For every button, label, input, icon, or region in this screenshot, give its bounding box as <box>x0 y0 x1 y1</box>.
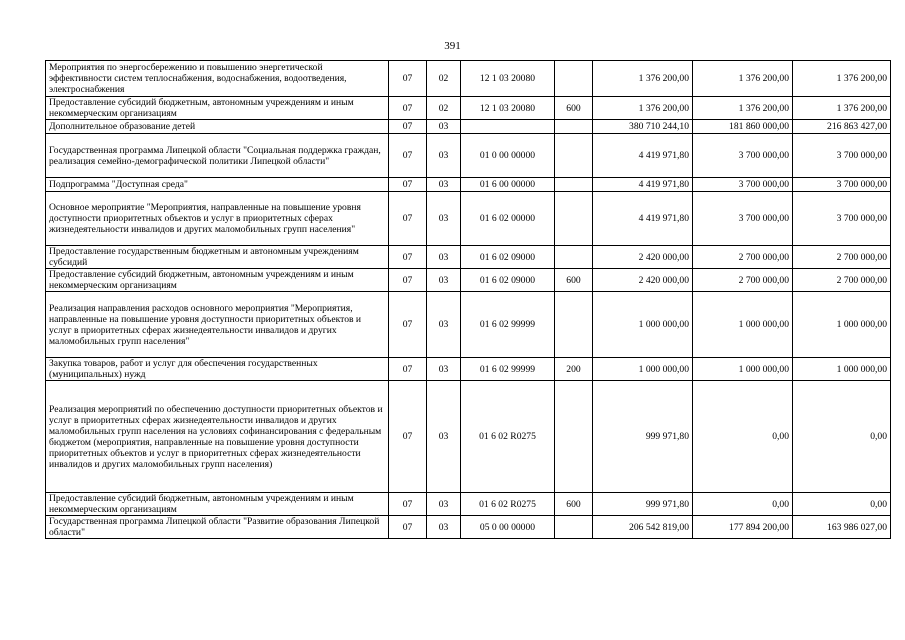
subsection-code: 03 <box>427 292 461 358</box>
subsection-code: 03 <box>427 516 461 539</box>
expense-type-code <box>555 134 593 178</box>
row-name: Дополнительное образование детей <box>46 120 389 134</box>
table-row <box>46 246 891 269</box>
amount-year-3: 3 700 000,00 <box>793 178 891 192</box>
target-article-code: 01 6 02 99999 <box>461 358 555 381</box>
amount-year-1: 4 419 971,80 <box>593 192 693 246</box>
target-article-code: 01 6 00 00000 <box>461 178 555 192</box>
row-name: Основное мероприятие "Мероприятия, направленные на повышение уровня доступности приоритетных объектов и услуг в приоритетных сферах жизнедеятельности инвалидов и других маломобильных групп населения" <box>46 192 389 246</box>
expense-type-code <box>555 192 593 246</box>
row-name: Предоставление государственным бюджетным и автономным учреждениям субсидий <box>46 246 389 269</box>
table-row <box>46 178 891 192</box>
section-code: 07 <box>389 358 427 381</box>
expense-type-code <box>555 178 593 192</box>
target-article-code: 01 6 02 R0275 <box>461 381 555 493</box>
section-code: 07 <box>389 61 427 97</box>
row-name: Предоставление субсидий бюджетным, автономным учреждениям и иным некоммерческим организациям <box>46 97 389 120</box>
target-article-code: 01 6 02 09000 <box>461 246 555 269</box>
amount-year-1: 1 376 200,00 <box>593 97 693 120</box>
amount-year-2: 177 894 200,00 <box>693 516 793 539</box>
amount-year-1: 4 419 971,80 <box>593 134 693 178</box>
expense-type-code <box>555 516 593 539</box>
amount-year-1: 999 971,80 <box>593 381 693 493</box>
table-row <box>46 292 891 358</box>
section-code: 07 <box>389 493 427 516</box>
amount-year-3: 216 863 427,00 <box>793 120 891 134</box>
amount-year-3: 1 000 000,00 <box>793 292 891 358</box>
table-row <box>46 97 891 120</box>
amount-year-3: 1 000 000,00 <box>793 358 891 381</box>
expense-type-code <box>555 292 593 358</box>
amount-year-3: 2 700 000,00 <box>793 246 891 269</box>
row-name: Реализация направления расходов основного мероприятия "Мероприятия, направленные на повышение уровня доступности приоритетных объектов и услуг в приоритетных сферах жизнедеятельности инвалидов и других маломобильных групп населения" <box>46 292 389 358</box>
subsection-code: 02 <box>427 97 461 120</box>
section-code: 07 <box>389 192 427 246</box>
table-row <box>46 358 891 381</box>
section-code: 07 <box>389 381 427 493</box>
target-article-code: 01 6 02 R0275 <box>461 493 555 516</box>
subsection-code: 03 <box>427 269 461 292</box>
amount-year-2: 0,00 <box>693 381 793 493</box>
amount-year-2: 1 376 200,00 <box>693 61 793 97</box>
amount-year-3: 0,00 <box>793 493 891 516</box>
amount-year-1: 999 971,80 <box>593 493 693 516</box>
table-row <box>46 493 891 516</box>
amount-year-2: 3 700 000,00 <box>693 178 793 192</box>
table-row <box>46 120 891 134</box>
amount-year-3: 2 700 000,00 <box>793 269 891 292</box>
expense-type-code: 600 <box>555 97 593 120</box>
row-name: Мероприятия по энергосбережению и повышению энергетической эффективности систем теплоснабжения, водоснабжения, водоотведения, электроснабжения <box>46 61 389 97</box>
expense-type-code <box>555 120 593 134</box>
amount-year-2: 1 000 000,00 <box>693 292 793 358</box>
subsection-code: 03 <box>427 381 461 493</box>
amount-year-2: 181 860 000,00 <box>693 120 793 134</box>
amount-year-2: 2 700 000,00 <box>693 246 793 269</box>
amount-year-2: 0,00 <box>693 493 793 516</box>
subsection-code: 03 <box>427 358 461 381</box>
section-code: 07 <box>389 246 427 269</box>
table-row <box>46 61 891 97</box>
amount-year-3: 163 986 027,00 <box>793 516 891 539</box>
subsection-code: 03 <box>427 493 461 516</box>
amount-year-3: 1 376 200,00 <box>793 97 891 120</box>
expense-type-code: 600 <box>555 493 593 516</box>
target-article-code <box>461 120 555 134</box>
amount-year-2: 1 376 200,00 <box>693 97 793 120</box>
row-name: Государственная программа Липецкой области "Развитие образования Липецкой области" <box>46 516 389 539</box>
table-row <box>46 516 891 539</box>
amount-year-1: 206 542 819,00 <box>593 516 693 539</box>
section-code: 07 <box>389 134 427 178</box>
subsection-code: 03 <box>427 192 461 246</box>
target-article-code: 01 6 02 99999 <box>461 292 555 358</box>
section-code: 07 <box>389 269 427 292</box>
amount-year-1: 2 420 000,00 <box>593 269 693 292</box>
amount-year-2: 3 700 000,00 <box>693 134 793 178</box>
amount-year-1: 380 710 244,10 <box>593 120 693 134</box>
amount-year-3: 3 700 000,00 <box>793 134 891 178</box>
row-name: Подпрограмма "Доступная среда" <box>46 178 389 192</box>
row-name: Предоставление субсидий бюджетным, автономным учреждениям и иным некоммерческим организациям <box>46 493 389 516</box>
subsection-code: 02 <box>427 61 461 97</box>
table-row <box>46 381 891 493</box>
expense-type-code <box>555 61 593 97</box>
page-number: 391 <box>444 40 461 52</box>
target-article-code: 01 0 00 00000 <box>461 134 555 178</box>
amount-year-2: 1 000 000,00 <box>693 358 793 381</box>
subsection-code: 03 <box>427 246 461 269</box>
expense-type-code <box>555 381 593 493</box>
section-code: 07 <box>389 120 427 134</box>
amount-year-3: 0,00 <box>793 381 891 493</box>
target-article-code: 12 1 03 20080 <box>461 97 555 120</box>
subsection-code: 03 <box>427 178 461 192</box>
amount-year-1: 1 000 000,00 <box>593 358 693 381</box>
target-article-code: 12 1 03 20080 <box>461 61 555 97</box>
table-row <box>46 134 891 178</box>
section-code: 07 <box>389 516 427 539</box>
section-code: 07 <box>389 178 427 192</box>
target-article-code: 05 0 00 00000 <box>461 516 555 539</box>
amount-year-1: 4 419 971,80 <box>593 178 693 192</box>
row-name: Предоставление субсидий бюджетным, автономным учреждениям и иным некоммерческим организациям <box>46 269 389 292</box>
target-article-code: 01 6 02 00000 <box>461 192 555 246</box>
amount-year-1: 1 376 200,00 <box>593 61 693 97</box>
subsection-code: 03 <box>427 120 461 134</box>
amount-year-2: 3 700 000,00 <box>693 192 793 246</box>
amount-year-3: 3 700 000,00 <box>793 192 891 246</box>
table-row <box>46 269 891 292</box>
amount-year-3: 1 376 200,00 <box>793 61 891 97</box>
expense-type-code: 600 <box>555 269 593 292</box>
amount-year-1: 2 420 000,00 <box>593 246 693 269</box>
section-code: 07 <box>389 292 427 358</box>
row-name: Реализация мероприятий по обеспечению доступности приоритетных объектов и услуг в приоритетных сферах жизнедеятельности инвалидов и других маломобильных групп населения на условиях софинансирования с федеральным бюджетом (мероприятия, направленные на повышение уровня доступности приоритетных объектов и услуг в приоритетных сферах жизнедеятельности инвалидов и других маломобильных групп населения) <box>46 381 389 493</box>
subsection-code: 03 <box>427 134 461 178</box>
expense-type-code <box>555 246 593 269</box>
target-article-code: 01 6 02 09000 <box>461 269 555 292</box>
expense-type-code: 200 <box>555 358 593 381</box>
amount-year-1: 1 000 000,00 <box>593 292 693 358</box>
table-row <box>46 192 891 246</box>
amount-year-2: 2 700 000,00 <box>693 269 793 292</box>
section-code: 07 <box>389 97 427 120</box>
budget-table <box>45 60 891 539</box>
row-name: Государственная программа Липецкой области "Социальная поддержка граждан, реализация семейно-демографической политики Липецкой области" <box>46 134 389 178</box>
row-name: Закупка товаров, работ и услуг для обеспечения государственных (муниципальных) нужд <box>46 358 389 381</box>
